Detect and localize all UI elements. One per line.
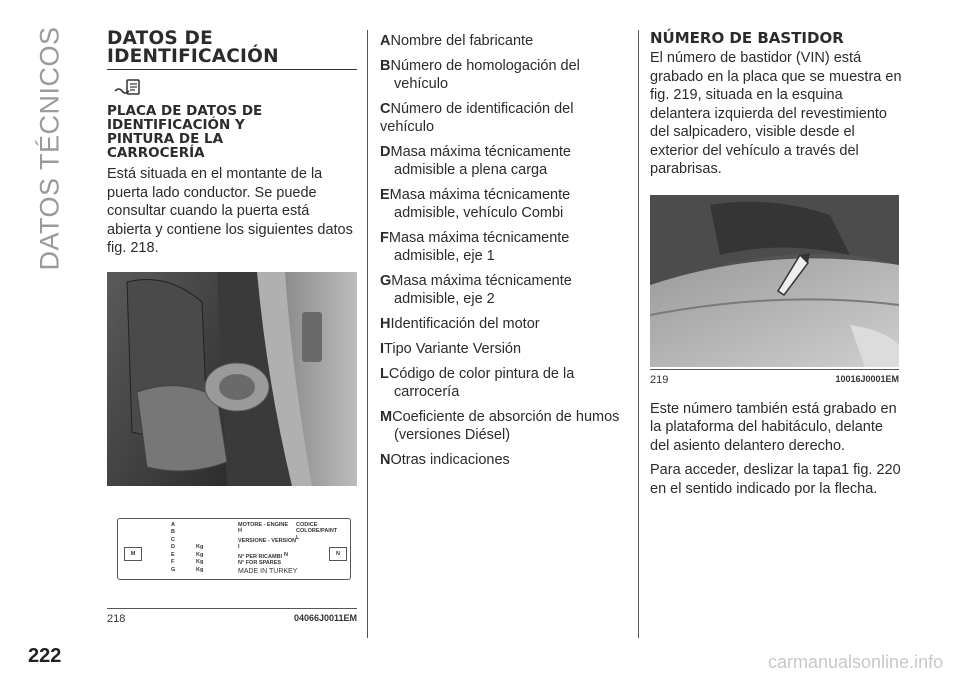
figure-218-caption xyxy=(107,608,357,625)
legend-item xyxy=(380,32,630,50)
body-text-vin: El número de bastidor (VIN) está grabado en la placa que se muestra en fig. 219, situada en la esquina delantera izquierda del revestimiento del salpicadero, visible desde el exterior del vehículo a través del parabrisas. xyxy=(650,50,902,177)
document-icon xyxy=(113,77,143,97)
legend-text-cont: (versiones Diésel) xyxy=(394,427,511,443)
column-3 xyxy=(650,30,905,498)
figure-number: 218 xyxy=(107,612,126,625)
legend-text: Masa máxima técnicamente xyxy=(390,144,571,160)
legend-item xyxy=(380,229,630,265)
legend-text-cont: admisible, eje 1 xyxy=(394,248,495,264)
legend-item xyxy=(380,340,630,358)
legend-list xyxy=(380,32,630,469)
legend-text: Número de identificación del vehículo xyxy=(380,101,574,135)
plate-n-label: N xyxy=(284,551,288,558)
id-plate-diagram xyxy=(117,518,351,580)
legend-item xyxy=(380,272,630,308)
figure-219-photo xyxy=(650,195,899,367)
legend-item xyxy=(380,143,630,179)
legend-key: G xyxy=(380,273,392,289)
section-title-vin: NÚMERO DE BASTIDOR xyxy=(650,29,844,47)
legend-text-cont: admisible a plena carga xyxy=(394,162,548,178)
legend-key: M xyxy=(380,409,393,425)
page-number: 222 xyxy=(28,645,62,667)
legend-text-cont: admisible, eje 2 xyxy=(394,291,495,307)
subsection-title: PLACA DE DATOS DE IDENTIFICACIÓN Y PINTURA DE LA CARROCERÍA xyxy=(107,103,263,161)
legend-key: L xyxy=(380,366,389,382)
plate-units: Kg Kg Kg Kg xyxy=(196,544,204,573)
legend-item xyxy=(380,365,630,401)
column-divider xyxy=(638,30,639,638)
legend-key: D xyxy=(380,144,391,160)
plate-box-m: M xyxy=(124,547,142,561)
column-1 xyxy=(107,30,357,625)
legend-item xyxy=(380,100,630,136)
legend-key: F xyxy=(380,230,389,246)
section-side-title: DATOS TÉCNICOS xyxy=(34,26,65,271)
figure-219-caption xyxy=(650,369,899,386)
legend-key: A xyxy=(380,33,391,49)
legend-key: E xyxy=(380,187,390,203)
legend-item xyxy=(380,315,630,333)
plate-middle: MOTORE - ENGINE H VERSIONE - VERSION I N° PER RICAMBI N° FOR SPARES MADE IN TURKEY xyxy=(238,521,298,575)
figure-code: 04066J0011EM xyxy=(293,612,357,623)
legend-text: Otras indicaciones xyxy=(390,452,510,468)
plate-box-n: N xyxy=(329,547,347,561)
legend-item xyxy=(380,451,630,469)
figure-code: 10016J0001EM xyxy=(835,373,899,384)
legend-text: Número de homologación del xyxy=(390,58,580,74)
title-rule xyxy=(107,69,357,70)
legend-text: Coeficiente de absorción de humos xyxy=(392,409,620,425)
legend-text-cont: carrocería xyxy=(394,384,460,400)
body-text-access: Para acceder, deslizar la tapa1 fig. 220 en el sentido indicado por la flecha. xyxy=(650,462,901,497)
legend-item xyxy=(380,57,630,93)
legend-text: Código de color pintura de la xyxy=(388,366,575,382)
plate-codice: CODICE COLORE/PAINT L xyxy=(296,521,338,541)
plate-letters: A B C D E F G xyxy=(171,521,176,573)
legend-text: Masa máxima técnicamente xyxy=(388,230,570,246)
legend-item xyxy=(380,408,630,444)
legend-text-cont: vehículo xyxy=(394,76,449,92)
legend-key: I xyxy=(380,341,385,357)
body-text-platform: Este número también está grabado en la plataforma del habitáculo, delante del asiento delantero derecho. xyxy=(650,400,897,454)
legend-key: N xyxy=(380,452,391,468)
legend-text: Tipo Variante Versión xyxy=(384,341,522,357)
body-text: Está situada en el montante de la puerta lado conductor. Se puede consultar cuando la puerta está abierta y contiene los siguientes datos fig. 218. xyxy=(107,166,353,256)
legend-text: Masa máxima técnicamente xyxy=(391,273,572,289)
column-divider xyxy=(367,30,368,638)
legend-text: Masa máxima técnicamente xyxy=(389,187,571,203)
legend-item xyxy=(380,186,630,222)
section-side-label xyxy=(18,26,78,271)
legend-key: H xyxy=(380,316,391,332)
column-2 xyxy=(380,32,630,476)
legend-text-cont: admisible, vehículo Combi xyxy=(394,205,564,221)
legend-key: C xyxy=(380,101,391,117)
legend-text: Identificación del motor xyxy=(390,316,540,332)
figure-218-photo xyxy=(107,272,357,486)
legend-text: Nombre del fabricante xyxy=(390,33,534,49)
source-footer: carmanualsonline.info xyxy=(768,652,944,672)
figure-number: 219 xyxy=(650,373,669,386)
section-title: DATOS DE IDENTIFICACIÓN xyxy=(107,28,279,67)
legend-key: B xyxy=(380,58,391,74)
